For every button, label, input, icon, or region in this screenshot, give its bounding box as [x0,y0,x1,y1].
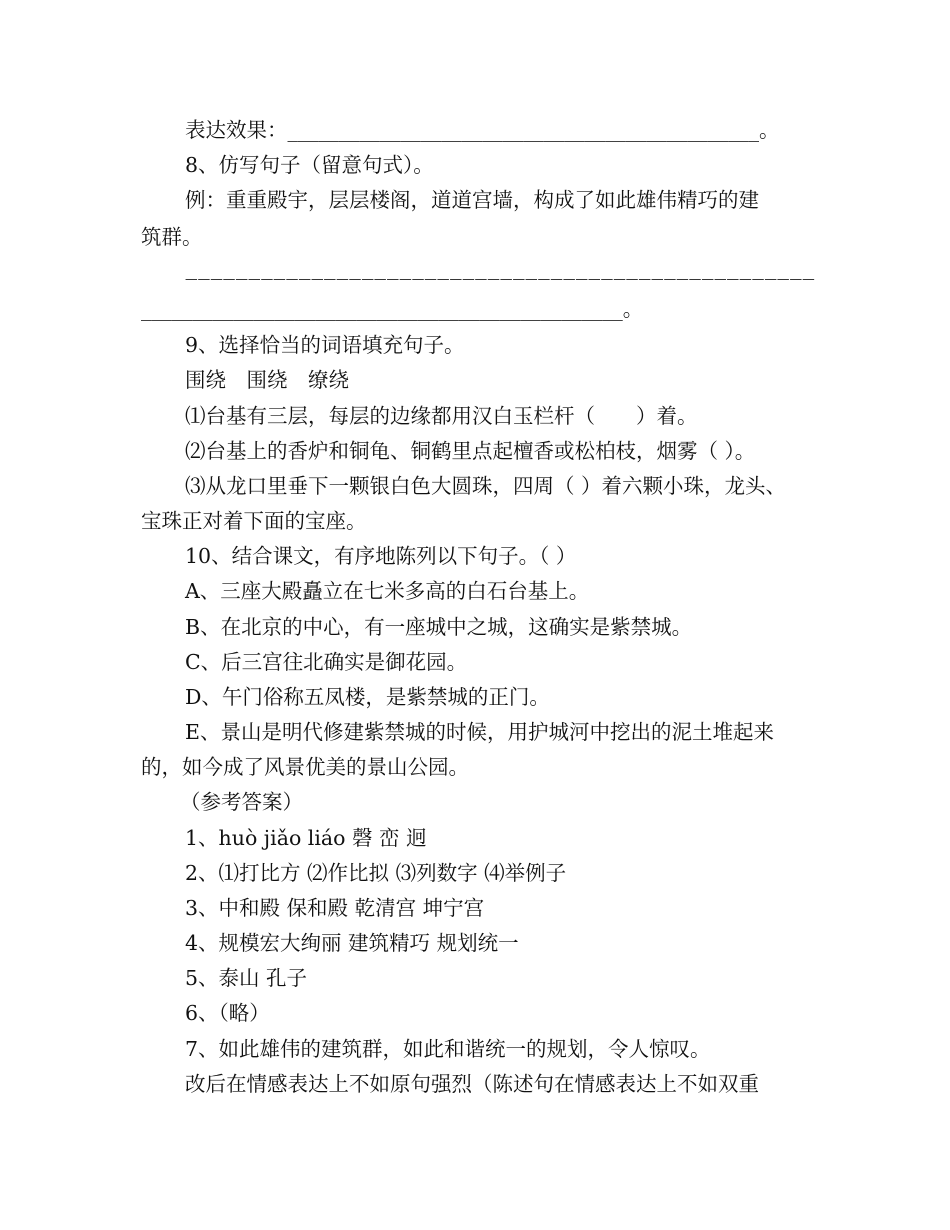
expression-effect-line: 表达效果：______________________________________________。 [185,118,780,142]
option-b: B、在北京的中心，有一座城中之城，这确实是紫禁城。 [185,615,693,639]
answer-4: 4、规模宏大绚丽 建筑精巧 规划统一 [185,931,519,955]
question-9-item-3-line-1: ⑶从龙口里垂下一颗银白色大圆珠，四周（ ）着六颗小珠，龙头、 [185,474,787,498]
option-d: D、午门俗称五凤楼，是紫禁城的正门。 [185,685,550,709]
question-8-heading: 8、仿写句子（留意句式）。 [185,153,434,177]
answer-7-explanation: 改后在情感表达上不如原句强烈（陈述句在情感表达上不如双重 [185,1072,759,1096]
option-e-line-1: E、景山是明代修建紫禁城的时候，用护城河中挖出的泥土堆起来 [185,720,774,744]
question-10-heading: 10、结合课文，有序地陈列以下句子。（ ） [185,544,577,568]
answer-3: 3、中和殿 保和殿 乾清宫 坤宁宫 [185,896,485,920]
option-a: A、三座大殿矗立在七米多高的白石台基上。 [185,579,590,603]
answer-2: 2、⑴打比方 ⑵作比拟 ⑶列数字 ⑷举例子 [185,861,567,885]
option-e-line-2: 的，如今成了风景优美的景山公园。 [141,755,469,779]
example-sentence-line-2: 筑群。 [141,225,203,249]
answer-7: 7、如此雄伟的建筑群，如此和谐统一的规划，令人惊叹。 [185,1037,711,1061]
option-c: C、后三宫往北确实是御花园。 [185,650,468,674]
example-sentence-line-1: 例：重重殿宇，层层楼阁，道道宫墙，构成了如此雄伟精巧的建 [185,188,759,212]
question-9-item-3-line-2: 宝珠正对着下面的宝座。 [141,509,367,533]
word-choices: 围绕 围绕 缭绕 [185,368,349,392]
question-9-item-2: ⑵台基上的香炉和铜龟、铜鹤里点起檀香或松柏枝，烟雾（ ）。 [185,439,756,463]
answer-blank-line-2: _______________________________________________。 [141,297,644,321]
answer-1: 1、huò jiǎo liáo 磬 峦 迥 [185,826,427,850]
question-9-heading: 9、选择恰当的词语填充句子。 [185,333,465,357]
question-9-item-1: ⑴台基有三层，每层的边缘都用汉白玉栏杆（ ）着。 [185,404,698,428]
answer-blank-line-1: —————————————————————————————————————————————————— [185,271,815,286]
reference-answers-heading: （参考答案） [180,790,303,814]
answer-5: 5、泰山 孔子 [185,966,308,990]
answer-6: 6、（略） [185,1001,270,1025]
